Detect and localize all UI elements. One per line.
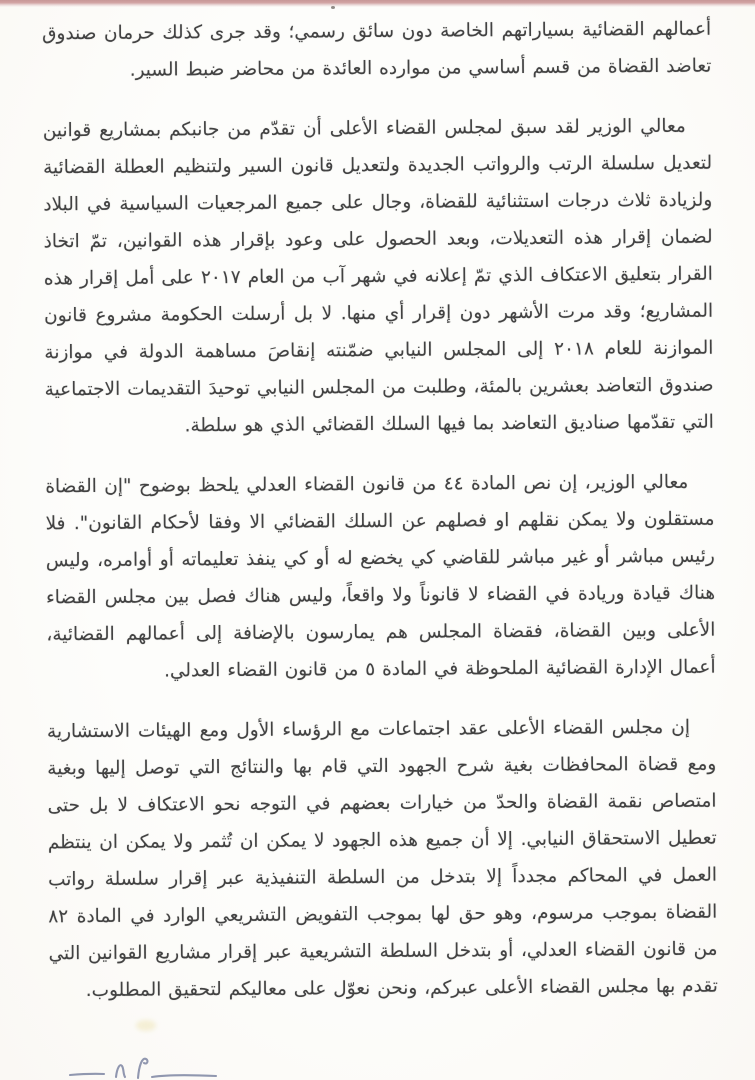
scan-edge-artifact	[0, 0, 755, 7]
signature-ink-mark	[60, 1050, 230, 1080]
scan-speck	[331, 6, 335, 9]
scan-smudge	[136, 1020, 156, 1031]
letter-text-block	[42, 11, 718, 1010]
paragraph-council-efforts: إن مجلس القضاء الأعلى عقد اجتماعات مع الرؤساء الأول ومع الهيئات الاستشارية ومع قضاة المحافظات بغية شرح الجهود التي قام بها والنتائج التي توصل إليها وبغية امتصاص نقمة القضاة والحدّ من خيارات بعضهم في التوجه نحو الاعتكاف لا بل حتى تعطيل الاستحقاق النيابي. إلا أن جميع هذه الجهود لا يمكن ان تُثمر ولا يمكن ان ينتظم العمل في المحاكم مجدداً إلا بتدخل من السلطة التنفيذية عبر إقرار سلسلة رواتب القضاة بموجب مرسوم، وهو حق لها بموجب التفويض التشريعي الوارد في المادة ٨٢ من قانون القضاء العدلي، أو بتدخل السلطة التشريعية عبر إقرار مشاريع القوانين التي تقدم بها مجلس القضاء الأعلى عبركم، ونحن نعوّل على معاليكم لتحقيق المطلوب.	[46, 716, 718, 1002]
paragraph-minister-address-2: معالي الوزير، إن نص المادة ٤٤ من قانون القضاء العدلي يلحظ بوضوح "إن القضاة مستقلون ولا يمكن نقلهم او فصلهم عن السلك القضائي الا وفقا لأحكام القانون". فلا رئيس مباشر أو غير مباشر للقاضي كي يخضع له أو كي ينفذ تعليماته أو أوامره، وليس هناك قيادة وريادة في القضاء لا قانوناً ولا واقعاً، وليس هناك فصل بين مجلس القضاء الأعلى وبين القضاة، فقضاة المجلس هم يمارسون بالإضافة إلى أعمالهم القضائية، أعمال الإدارة القضائية الملحوظة في المادة ٥ من قانون القضاء العدلي.	[45, 471, 716, 682]
paragraph-continuation: أعمالهم القضائية بسياراتهم الخاصة دون سائق رسمي؛ وقد جرى كذلك حرمان صندوق تعاضد القضاة من قسم أساسي من موارده العائدة من محاضر ضبط السير.	[42, 18, 712, 81]
paragraph-minister-address-1: معالي الوزير لقد سبق لمجلس القضاء الأعلى أن تقدّم من جانبكم بمشاريع قوانين لتعديل سلسلة الرتب والرواتب الجديدة ولتعديل قانون السير ولتنظيم العطلة القضائية ولزيادة ثلاث درجات استثنائية للقضاة، وجال على جميع المرجعيات السياسية في البلاد لضمان إقرار هذه التعديلات، وبعد الحصول على وعود بإقرار هذه القوانين، تمّ اتخاذ القرار بتعليق الاعتكاف الذي تمّ إعلانه في شهر آب من العام ٢٠١٧ على أمل إقرار هذه المشاريع؛ وقد مرت الأشهر دون إقرار أي منها. لا بل أرسلت الحكومة مشروع قانون الموازنة للعام ٢٠١٨ إلى المجلس النيابي ضمّنته إنقاصَ مساهمة الدولة في موازنة صندوق التعاضد بعشرين بالمئة، وطلبت من المجلس النيابي توحيدَ التقديمات الاجتماعية التي تقدّمها صناديق التعاضد بما فيها السلك القضائي الذي هو سلطة.	[42, 115, 714, 437]
